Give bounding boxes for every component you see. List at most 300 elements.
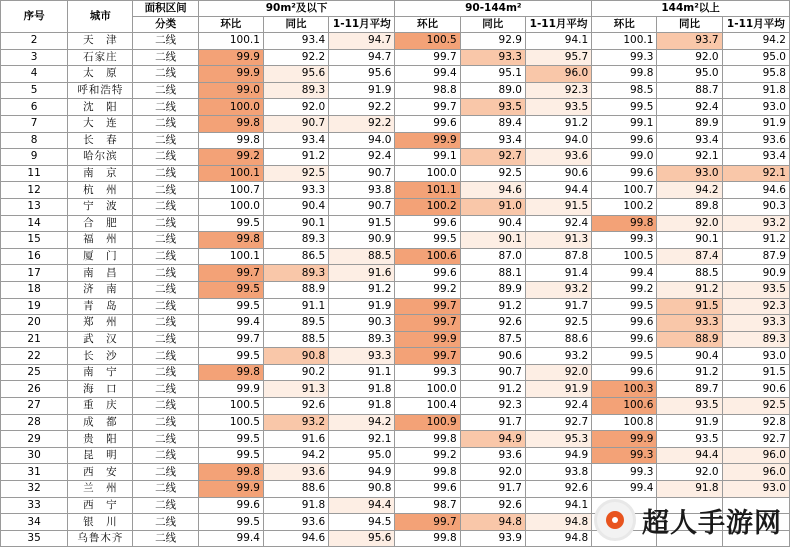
table-row: [1, 248, 790, 265]
cell-category: 二线: [133, 248, 198, 265]
header-group-mid: 90-144m²: [395, 1, 592, 17]
cell-city: 南 宁: [68, 364, 133, 381]
cell-avg: 92.7: [525, 414, 591, 431]
cell-yoy: 95.6: [263, 66, 328, 83]
cell-avg: 96.0: [722, 464, 789, 481]
subcol-mom: 环比: [198, 17, 263, 33]
cell-mom: 99.9: [395, 132, 460, 149]
cell-mom: 100.8: [592, 414, 657, 431]
cell-city: 乌鲁木齐: [68, 530, 133, 547]
cell-yoy: 92.0: [657, 215, 722, 232]
subcol-mom: 环比: [592, 17, 657, 33]
cell-mom: 99.4: [592, 265, 657, 282]
cell-seq: 9: [1, 149, 68, 166]
cell-avg: 90.3: [722, 198, 789, 215]
cell-mom: 99.3: [592, 232, 657, 249]
cell-yoy: 89.4: [460, 115, 525, 132]
cell-yoy: 92.9: [460, 33, 525, 50]
cell-yoy: 88.9: [263, 281, 328, 298]
cell-avg: 94.2: [722, 33, 789, 50]
header-group-large: 144m²以上: [592, 1, 790, 17]
cell-seq: 12: [1, 182, 68, 199]
cell-yoy: 94.4: [657, 447, 722, 464]
cell-avg: 91.7: [525, 298, 591, 315]
cell-category: 二线: [133, 381, 198, 398]
cell-mom: 101.1: [395, 182, 460, 199]
cell-yoy: 94.6: [460, 182, 525, 199]
cell-avg: 87.8: [525, 248, 591, 265]
cell-avg: 94.0: [525, 132, 591, 149]
cell-city: 海 口: [68, 381, 133, 398]
table-row: [1, 99, 790, 116]
cell-mom: 100.7: [198, 182, 263, 199]
cell-mom: 100.0: [395, 381, 460, 398]
cell-yoy: 90.1: [657, 232, 722, 249]
cell-avg: 93.3: [329, 348, 395, 365]
cell-seq: 13: [1, 198, 68, 215]
cell-city: 石家庄: [68, 49, 133, 66]
cell-avg: 87.9: [722, 248, 789, 265]
cell-mom: 99.5: [198, 431, 263, 448]
cell-avg: 92.8: [722, 414, 789, 431]
cell-yoy: 93.4: [263, 33, 328, 50]
cell-mom: 99.7: [395, 99, 460, 116]
cell-yoy: 90.4: [657, 348, 722, 365]
cell-city: 西 安: [68, 464, 133, 481]
cell-mom: 99.3: [592, 447, 657, 464]
cell-yoy: 92.3: [460, 398, 525, 415]
table-row: [1, 215, 790, 232]
cell-yoy: 91.7: [460, 414, 525, 431]
cell-city: 福 州: [68, 232, 133, 249]
cell-avg: 92.7: [722, 431, 789, 448]
cell-avg: 90.7: [329, 165, 395, 182]
cell-avg: 89.3: [329, 331, 395, 348]
cell-seq: 19: [1, 298, 68, 315]
cell-yoy: 89.5: [263, 315, 328, 332]
cell-mom: 99.1: [395, 149, 460, 166]
cell-avg: 95.7: [525, 49, 591, 66]
cell-avg: 93.2: [525, 348, 591, 365]
cell-yoy: 89.0: [460, 82, 525, 99]
cell-yoy: 89.9: [460, 281, 525, 298]
cell-yoy: 95.1: [460, 66, 525, 83]
table-row: [1, 115, 790, 132]
cell-mom: 99.9: [198, 66, 263, 83]
cell-avg: 90.8: [329, 481, 395, 498]
cell-yoy: 91.5: [657, 298, 722, 315]
cell-mom: 99.9: [198, 381, 263, 398]
cell-category: 二线: [133, 530, 198, 547]
cell-category: 二线: [133, 182, 198, 199]
header-group-small: 90m²及以下: [198, 1, 395, 17]
cell-yoy: 92.2: [263, 49, 328, 66]
cell-avg: 92.3: [722, 298, 789, 315]
cell-avg: 94.2: [329, 414, 395, 431]
cell-mom: 99.7: [395, 49, 460, 66]
cell-mom: 100.1: [198, 248, 263, 265]
cell-mom: 100.0: [198, 99, 263, 116]
cell-yoy: 88.6: [263, 481, 328, 498]
cell-avg: 88.6: [525, 331, 591, 348]
cell-mom: 99.3: [592, 464, 657, 481]
cell-seq: 32: [1, 481, 68, 498]
table-row: [1, 265, 790, 282]
cell-mom: 99.7: [395, 315, 460, 332]
cell-mom: 99.9: [198, 481, 263, 498]
cell-category: 二线: [133, 298, 198, 315]
subcol-yoy: 同比: [460, 17, 525, 33]
cell-avg: 91.2: [525, 115, 591, 132]
subcol-yoy: 同比: [657, 17, 722, 33]
cell-yoy: 87.4: [657, 248, 722, 265]
cell-avg: 94.7: [329, 49, 395, 66]
cell-avg: 91.5: [329, 215, 395, 232]
cell-mom: 100.3: [592, 381, 657, 398]
table-row: [1, 431, 790, 448]
cell-city: 太 原: [68, 66, 133, 83]
cell-mom: 99.6: [592, 364, 657, 381]
cell-avg: 93.6: [525, 149, 591, 166]
table-row: [1, 481, 790, 498]
cell-city: 天 津: [68, 33, 133, 50]
cell-avg: 91.9: [722, 115, 789, 132]
cell-mom: 99.8: [198, 364, 263, 381]
cell-category: 二线: [133, 431, 198, 448]
cell-avg: 89.3: [722, 331, 789, 348]
cell-city: 哈尔滨: [68, 149, 133, 166]
cell-yoy: 92.6: [460, 497, 525, 514]
cell-seq: 18: [1, 281, 68, 298]
cell-avg: 94.0: [329, 132, 395, 149]
cell-yoy: 91.3: [263, 381, 328, 398]
cell-avg: 90.9: [722, 265, 789, 282]
cell-city: 厦 门: [68, 248, 133, 265]
table-row: [1, 49, 790, 66]
table-row: [1, 165, 790, 182]
cell-seq: 2: [1, 33, 68, 50]
cell-mom: 99.5: [592, 298, 657, 315]
cell-city: 南 昌: [68, 265, 133, 282]
cell-seq: 28: [1, 414, 68, 431]
cell-avg: 92.4: [329, 149, 395, 166]
cell-yoy: 91.8: [263, 497, 328, 514]
cell-yoy: 90.4: [263, 198, 328, 215]
cell-category: 二线: [133, 348, 198, 365]
table-row: [1, 364, 790, 381]
cell-yoy: 93.0: [657, 165, 722, 182]
cell-city: 南 京: [68, 165, 133, 182]
cell-yoy: 91.2: [460, 298, 525, 315]
table-row: [1, 82, 790, 99]
cell-yoy: 90.4: [460, 215, 525, 232]
cell-category: 二线: [133, 331, 198, 348]
cell-mom: 99.0: [592, 149, 657, 166]
cell-avg: 92.0: [525, 364, 591, 381]
cell-yoy: 94.2: [263, 447, 328, 464]
cell-avg: 92.5: [525, 315, 591, 332]
cell-avg: 94.1: [525, 497, 591, 514]
cell-mom: 99.8: [592, 215, 657, 232]
cell-mom: 99.9: [395, 331, 460, 348]
cell-seq: 11: [1, 165, 68, 182]
watermark-logo-icon: [594, 499, 636, 541]
cell-avg: 91.1: [329, 364, 395, 381]
cell-avg: 91.3: [525, 232, 591, 249]
table-row: [1, 33, 790, 50]
table-row: [1, 331, 790, 348]
cell-yoy: 88.5: [263, 331, 328, 348]
cell-avg: 96.0: [525, 66, 591, 83]
table-row: [1, 298, 790, 315]
watermark-text: 超人手游网: [642, 507, 782, 539]
cell-category: 二线: [133, 398, 198, 415]
cell-seq: 20: [1, 315, 68, 332]
cell-avg: 92.1: [329, 431, 395, 448]
cell-avg: 93.6: [722, 132, 789, 149]
cell-mom: 98.5: [592, 82, 657, 99]
cell-mom: 99.4: [592, 481, 657, 498]
cell-avg: 91.2: [722, 232, 789, 249]
cell-mom: 99.6: [198, 497, 263, 514]
cell-mom: 99.4: [198, 530, 263, 547]
cell-city: 宁 波: [68, 198, 133, 215]
cell-avg: 96.0: [722, 447, 789, 464]
cell-avg: 90.7: [329, 198, 395, 215]
cell-yoy: 88.9: [657, 331, 722, 348]
cell-mom: 99.5: [395, 232, 460, 249]
cell-mom: 99.4: [198, 315, 263, 332]
cell-avg: 92.1: [722, 165, 789, 182]
cell-avg: 95.8: [722, 66, 789, 83]
cell-seq: 31: [1, 464, 68, 481]
cell-yoy: 90.6: [460, 348, 525, 365]
cell-category: 二线: [133, 232, 198, 249]
table-row: [1, 66, 790, 83]
cell-avg: 91.9: [329, 298, 395, 315]
cell-category: 二线: [133, 497, 198, 514]
cell-avg: 94.4: [329, 497, 395, 514]
cell-yoy: 92.0: [460, 464, 525, 481]
cell-city: 长 春: [68, 132, 133, 149]
cell-yoy: 93.4: [657, 132, 722, 149]
cell-seq: 16: [1, 248, 68, 265]
cell-mom: 98.7: [395, 497, 460, 514]
cell-avg: 94.8: [525, 514, 591, 531]
cell-seq: 17: [1, 265, 68, 282]
cell-city: 西 宁: [68, 497, 133, 514]
cell-mom: 99.9: [592, 431, 657, 448]
cell-yoy: 93.7: [657, 33, 722, 50]
cell-mom: 99.1: [592, 115, 657, 132]
cell-seq: 25: [1, 364, 68, 381]
cell-yoy: 93.9: [460, 530, 525, 547]
cell-seq: 3: [1, 49, 68, 66]
cell-avg: 91.2: [329, 281, 395, 298]
cell-mom: 99.4: [395, 66, 460, 83]
cell-mom: 100.2: [592, 198, 657, 215]
cell-yoy: 90.8: [263, 348, 328, 365]
cell-yoy: 91.2: [657, 281, 722, 298]
cell-yoy: 92.6: [460, 315, 525, 332]
cell-mom: 99.2: [395, 447, 460, 464]
cell-mom: 99.8: [395, 431, 460, 448]
cell-category: 二线: [133, 132, 198, 149]
cell-yoy: 89.3: [263, 265, 328, 282]
cell-yoy: 94.8: [460, 514, 525, 531]
cell-category: 二线: [133, 33, 198, 50]
cell-yoy: 93.5: [657, 398, 722, 415]
cell-mom: 99.7: [395, 514, 460, 531]
cell-mom: 99.3: [592, 49, 657, 66]
cell-avg: 92.4: [525, 215, 591, 232]
cell-avg: 93.0: [722, 99, 789, 116]
cell-avg: 92.2: [329, 115, 395, 132]
cell-mom: 99.9: [198, 49, 263, 66]
cell-avg: 95.0: [722, 49, 789, 66]
cell-mom: 99.8: [198, 115, 263, 132]
cell-mom: 99.7: [198, 331, 263, 348]
cell-seq: 15: [1, 232, 68, 249]
table-row: [1, 232, 790, 249]
cell-seq: 14: [1, 215, 68, 232]
cell-yoy: 91.2: [263, 149, 328, 166]
subcol-avg: 1-11月平均: [329, 17, 395, 33]
cell-yoy: 90.1: [263, 215, 328, 232]
cell-avg: 91.6: [329, 265, 395, 282]
cell-avg: 92.3: [525, 82, 591, 99]
cell-mom: 99.5: [198, 281, 263, 298]
cell-mom: 99.6: [395, 265, 460, 282]
cell-yoy: 88.1: [460, 265, 525, 282]
cell-mom: 98.8: [395, 82, 460, 99]
cell-mom: 100.1: [198, 165, 263, 182]
cell-avg: 92.2: [329, 99, 395, 116]
cell-mom: 99.8: [198, 232, 263, 249]
cell-yoy: 93.6: [263, 514, 328, 531]
cell-city: 兰 州: [68, 481, 133, 498]
cell-mom: 99.6: [395, 215, 460, 232]
cell-yoy: 90.7: [460, 364, 525, 381]
cell-yoy: 92.7: [460, 149, 525, 166]
cell-mom: 100.2: [395, 198, 460, 215]
cell-city: 合 肥: [68, 215, 133, 232]
table-row: [1, 198, 790, 215]
cell-avg: 91.8: [329, 398, 395, 415]
cell-avg: 93.8: [525, 464, 591, 481]
cell-mom: 100.9: [395, 414, 460, 431]
subcol-yoy: 同比: [263, 17, 328, 33]
cell-yoy: 92.0: [657, 464, 722, 481]
cell-yoy: 93.3: [460, 49, 525, 66]
cell-yoy: 89.8: [657, 198, 722, 215]
cell-avg: 91.9: [329, 82, 395, 99]
cell-yoy: 92.1: [657, 149, 722, 166]
header-area: 面积区间: [133, 1, 198, 17]
cell-category: 二线: [133, 215, 198, 232]
cell-mom: 100.4: [395, 398, 460, 415]
cell-mom: 99.2: [395, 281, 460, 298]
cell-yoy: 92.5: [263, 165, 328, 182]
cell-category: 二线: [133, 447, 198, 464]
cell-category: 二线: [133, 66, 198, 83]
cell-avg: 94.4: [525, 182, 591, 199]
cell-mom: 100.6: [592, 398, 657, 415]
cell-category: 二线: [133, 414, 198, 431]
cell-mom: 99.8: [198, 464, 263, 481]
cell-mom: 100.1: [592, 33, 657, 50]
cell-city: 济 南: [68, 281, 133, 298]
cell-city: 郑 州: [68, 315, 133, 332]
cell-yoy: 90.7: [263, 115, 328, 132]
cell-avg: 93.5: [525, 99, 591, 116]
cell-mom: 99.7: [395, 298, 460, 315]
cell-yoy: 93.3: [263, 182, 328, 199]
cell-yoy: 91.0: [460, 198, 525, 215]
cell-seq: 29: [1, 431, 68, 448]
cell-yoy: 94.9: [460, 431, 525, 448]
cell-yoy: 94.6: [263, 530, 328, 547]
header-category: 分类: [133, 17, 198, 33]
header-row-1: [1, 1, 790, 17]
cell-mom: 99.2: [198, 149, 263, 166]
cell-yoy: 87.0: [460, 248, 525, 265]
cell-city: 银 川: [68, 514, 133, 531]
cell-mom: 100.0: [198, 198, 263, 215]
cell-mom: 99.8: [198, 132, 263, 149]
cell-mom: 99.5: [592, 99, 657, 116]
cell-yoy: 88.7: [657, 82, 722, 99]
cell-category: 二线: [133, 514, 198, 531]
cell-category: 二线: [133, 464, 198, 481]
cell-city: 青 岛: [68, 298, 133, 315]
table-row: [1, 315, 790, 332]
cell-category: 二线: [133, 115, 198, 132]
cell-avg: 90.6: [722, 381, 789, 398]
cell-city: 沈 阳: [68, 99, 133, 116]
cell-category: 二线: [133, 281, 198, 298]
cell-yoy: 93.4: [263, 132, 328, 149]
subcol-avg: 1-11月平均: [525, 17, 591, 33]
cell-mom: 99.6: [592, 315, 657, 332]
cell-yoy: 93.6: [460, 447, 525, 464]
cell-mom: 99.5: [592, 348, 657, 365]
cell-yoy: 88.5: [657, 265, 722, 282]
cell-yoy: 91.6: [263, 431, 328, 448]
cell-mom: 99.7: [198, 265, 263, 282]
cell-avg: 93.5: [722, 281, 789, 298]
cell-mom: 99.8: [395, 530, 460, 547]
cell-seq: 4: [1, 66, 68, 83]
cell-avg: 91.8: [722, 82, 789, 99]
cell-category: 二线: [133, 481, 198, 498]
cell-avg: 94.9: [329, 464, 395, 481]
table-row: [1, 348, 790, 365]
cell-yoy: 86.5: [263, 248, 328, 265]
cell-avg: 91.8: [329, 381, 395, 398]
table-row: [1, 447, 790, 464]
cell-avg: 92.4: [525, 398, 591, 415]
cell-avg: 93.0: [722, 348, 789, 365]
cell-mom: 100.1: [198, 33, 263, 50]
subcol-mom: 环比: [395, 17, 460, 33]
cell-yoy: 89.3: [263, 232, 328, 249]
cell-yoy: 94.2: [657, 182, 722, 199]
cell-mom: 99.6: [395, 115, 460, 132]
cell-mom: 100.5: [592, 248, 657, 265]
cell-avg: 95.6: [329, 66, 395, 83]
cell-mom: 99.5: [198, 215, 263, 232]
